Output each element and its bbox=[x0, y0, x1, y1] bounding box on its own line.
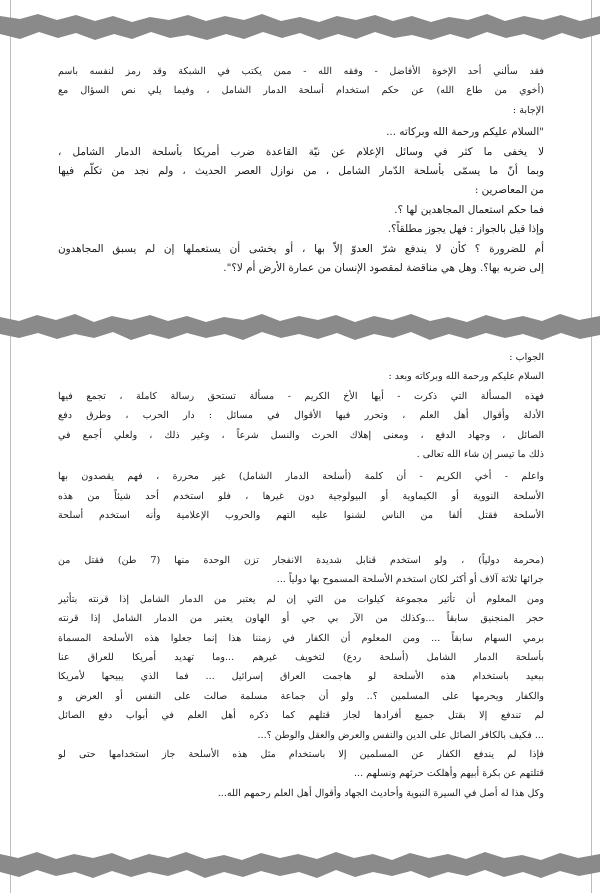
continuation-line: فإذا لم يندفع الكفار عن المسلمين إلا باستخدام مثل هذه الأسلحة جاز استخدامها حتى لو bbox=[58, 749, 544, 761]
continuation-line: والكفار ويحرمها على المسلمين ؟.. ولو أن جماعة مسلمة صالت على النفس أو العرض و bbox=[58, 690, 544, 702]
answer-section bbox=[58, 348, 544, 526]
question-body-line: وبما أنّ ما يسمّى بأسلحة الدّمار الشامل ، من نوازل العصر الحديث ، ولم نجد من تكلّم فيها bbox=[58, 165, 544, 178]
question-body-line: لا يخفى ما كثر في وسائل الإعلام عن نيّة القاعدة ضرب أمريكا بأسلحة الدمار الشامل ، bbox=[58, 145, 544, 158]
question-section bbox=[58, 62, 544, 278]
question-body-line: وإذا قيل بالجواز : فهل يجوز مطلقاً؟. bbox=[387, 223, 544, 236]
continuation-line: ومن المعلوم أن تأثير مجموعة كيلوات من التي إن لم يعتبر من الدمار الشامل إذا قرنته بتأثير bbox=[58, 593, 544, 605]
continuation-line: ... فكيف بالكافر الصائل على الدين والنفس والعرض والعقل والوطن ؟... bbox=[257, 729, 544, 741]
continuation-line: بأسلحة الدمار الشامل (أسلحة ردع) لتخويف غيرهم ...وما تهديد أمريكا للعراق عنا bbox=[58, 652, 544, 664]
question-intro-line: (أخوي من طاع الله) عن حكم استخدام أسلحة الدمار الشامل ، وفيما يلي نص السؤال مع bbox=[58, 85, 544, 97]
continuation-line: قتلتهم عن بكرة أبيهم وأهلكت حرثهم ونسلهم ... bbox=[353, 768, 544, 780]
continuation-section bbox=[58, 551, 544, 803]
continuation-line: برمي السهام سابقاً ... ومن المعلوم أن الكفار في زمننا هذا إنما جعلوا هذه الأسلحة المسماة bbox=[58, 632, 544, 644]
answer-line: السلام عليكم ورحمة الله وبركاته وبعد : bbox=[388, 371, 544, 383]
continuation-line: حجر المنجنيق سابقاً ...وكذلك من الآر بي جي أو الهاون يعتبر من الدمار الشامل إذا قرنته bbox=[58, 613, 544, 625]
answer-line: ذلك ما تيسر إن شاء الله تعالى . bbox=[416, 449, 544, 461]
question-body-line: إلى ضربه بها؟. وهل هي مناقضة لمقصود الإنسان من عمارة الأرض أم لا؟". bbox=[223, 262, 544, 275]
continuation-line: وكل هذا له أصل في السيرة النبوية وأحاديث الجهاد وأقوال أهل العلم رحمهم الله... bbox=[217, 787, 544, 799]
question-body-line: من المعاصرين : bbox=[474, 184, 544, 197]
answer-line: الأدلة وأقوال أهل العلم ، وتحرر فيها الأقوال في مسائل : دار الحرب ، وطرق دفع bbox=[58, 410, 544, 422]
answer-line: الأسلحة النووية أو الكيماوية أو البيولوجية دون غيرها ، فلو استخدم أحد شيئاً من هذه bbox=[58, 490, 544, 502]
continuation-line: ببعيد باستخدام هذه الأسلحة لو هاجمت العراق إسرائيل ... فما الذي يبيحها لأمريكا bbox=[58, 671, 544, 683]
torn-edge-top bbox=[0, 10, 600, 44]
question-body-line: أم للضرورة ؟ كأن لا يندفع شرّ العدوّ إلاّ بها ، أو يخشى أن يستعملها إن لم يسبق المجاهدون bbox=[58, 242, 544, 255]
answer-line: الصائل ، وجهاد الدفع ، ومعنى إهلاك الحرث والنسل شرعاً ، وغير ذلك ، ولعلي أجمع في bbox=[58, 429, 544, 441]
answer-line: واعلم - أخي الكريم - أن كلمة (أسلحة الدمار الشامل) غير محررة ، فهم يقصدون بها bbox=[58, 471, 544, 483]
continuation-line: جرائها ثلاثة آلاف أو أكثر لكان استخدم الأسلحة المسموح بها دولياً ... bbox=[276, 574, 544, 586]
continuation-line: لم تندفع إلا بقتل جميع أفرادها لجاز قتلهم كما ذكره أهل العلم في أبواب دفع الصائل bbox=[58, 710, 544, 722]
question-intro-line: فقد سألني أحد الإخوة الأفاضل - وفقه الله - ممن يكتب في الشبكة وقد رمز لنفسه باسم bbox=[58, 66, 544, 77]
answer-heading: الجواب : bbox=[509, 352, 544, 363]
question-body-line: فما حكم استعمال المجاهدين لها ؟. bbox=[394, 203, 544, 216]
answer-line: الأسلحة فقتل ألفا من الناس لشنوا عليه التهم والحروب الإعلامية وأنه استخدم أسلحة bbox=[58, 510, 544, 522]
torn-edge-bottom bbox=[0, 848, 600, 882]
answer-line: فهذه المسألة التي ذكرت - أيها الأخ الكريم - مسألة تستحق رسالة كاملة ، تجمع فيها bbox=[58, 390, 544, 402]
question-body-line: "السلام عليكم ورحمة الله وبركاته ... bbox=[386, 126, 544, 139]
torn-edge-middle bbox=[0, 310, 600, 344]
continuation-line: (محرمة دولياً) ، ولو استخدم قنابل شديدة الانفجار تزن الوحدة منها (7 طن) فقتل من bbox=[58, 555, 544, 566]
question-intro-line: الإجابة : bbox=[512, 104, 544, 116]
